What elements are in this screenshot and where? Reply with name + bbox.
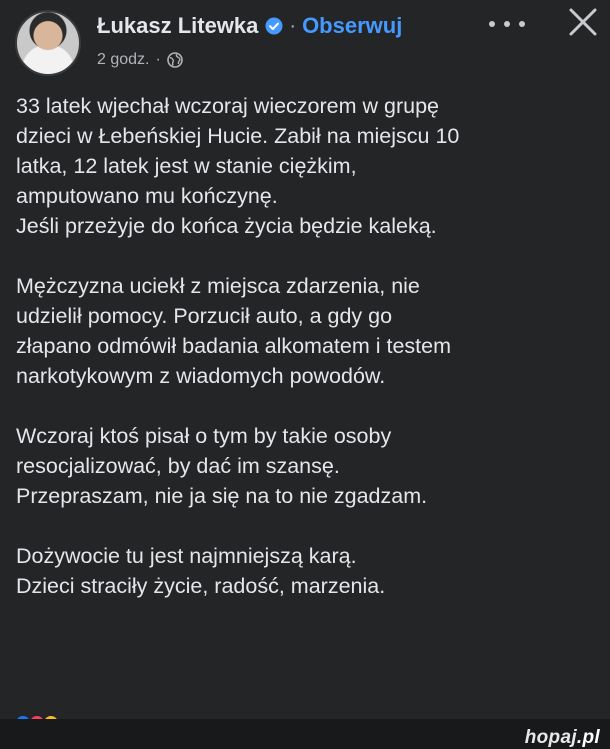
post-meta: [97, 48, 183, 72]
separator-dot: ·: [155, 51, 161, 68]
post-paragraph: [16, 91, 601, 241]
post-paragraph: [16, 541, 601, 601]
post-paragraph: [16, 421, 601, 511]
watermark-text: hopaj: [524, 727, 577, 748]
post-line: Mężczyzna uciekł z miejsca zdarzenia, nie: [16, 274, 420, 298]
separator-dot: ·: [289, 14, 297, 37]
post-line: 33 latek wjechał wczoraj wieczorem w grupę: [16, 94, 440, 118]
watermark-bar: [0, 719, 610, 749]
post-line: dzieci w Łebeńskiej Hucie. Zabił na miejscu 10: [16, 124, 460, 148]
post-line: narkotykowym z wiadomych powodów.: [16, 364, 386, 388]
post-paragraph: [16, 271, 601, 391]
author-avatar[interactable]: [15, 10, 81, 76]
post-line: Przepraszam, nie ja się na to nie zgadzam.: [16, 484, 428, 508]
follow-button[interactable]: Obserwuj: [302, 13, 403, 38]
watermark-logo: [525, 727, 600, 749]
post-line: resocjalizować, by dać im szansę.: [16, 454, 340, 478]
watermark-suffix: .pl: [576, 727, 600, 748]
post-body: [16, 91, 601, 601]
more-options-icon[interactable]: [489, 14, 525, 34]
post-line: złapano odmówił badania alkomatem i testem: [16, 334, 452, 358]
author-name[interactable]: Łukasz Litewka: [97, 13, 259, 38]
post-header: [0, 0, 610, 90]
close-icon[interactable]: [566, 5, 600, 39]
post-line: latka, 12 latek jest w stanie ciężkim,: [16, 154, 357, 178]
post-line: Dożywocie tu jest najmniejszą karą.: [16, 544, 357, 568]
verified-badge-icon: [265, 17, 283, 35]
post-line: Jeśli przeżyje do końca życia będzie kaleką.: [16, 214, 437, 238]
author-row: [97, 12, 402, 40]
post-line: Wczoraj ktoś pisał o tym by takie osoby: [16, 424, 392, 448]
post-line: amputowano mu kończynę.: [16, 184, 278, 208]
post-line: udzielił pomocy. Porzucił auto, a gdy go: [16, 304, 393, 328]
post-line: Dzieci straciły życie, radość, marzenia.: [16, 574, 386, 598]
post-time[interactable]: 2 godz.: [97, 51, 150, 68]
globe-icon: [167, 52, 183, 68]
